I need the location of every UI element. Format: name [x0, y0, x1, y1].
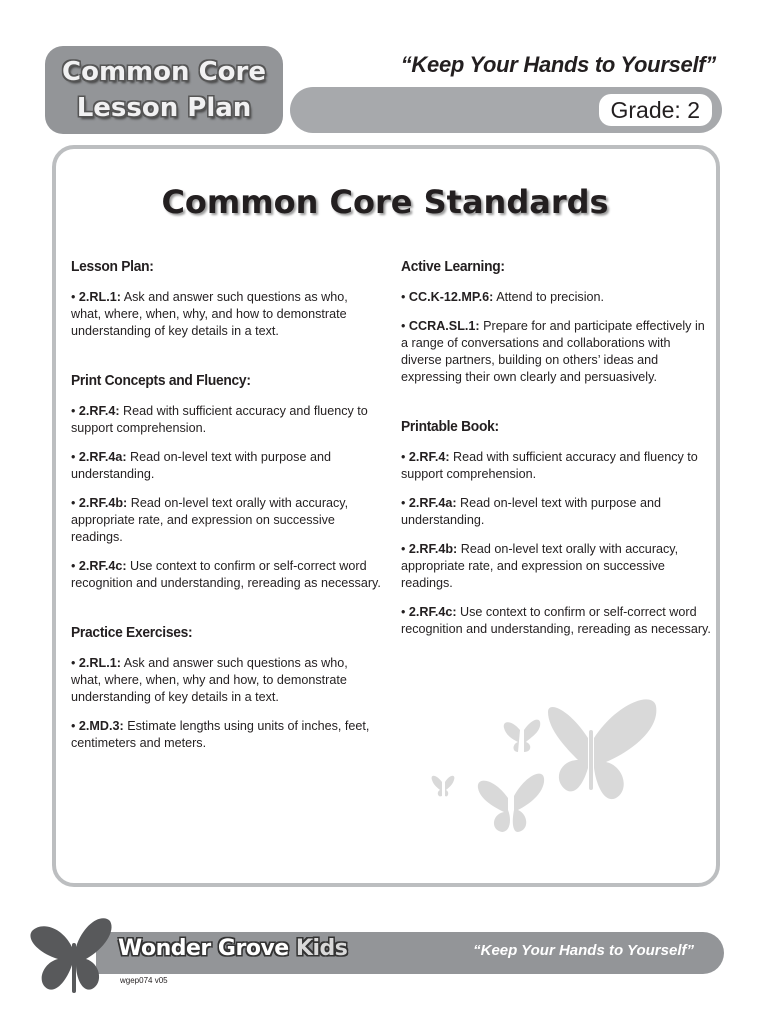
- standard-item: • 2.MD.3: Estimate lengths using units of inches, feet, centimeters and meters.: [71, 719, 370, 750]
- standard-description: Use context to confirm or self-correct word recognition and understanding, rereading as necessary.: [401, 605, 711, 636]
- standard-item: • CCRA.SL.1: Prepare for and participate effectively in a range of conversations and collaborations with diverse partners, building on others’ ideas and expressing their own clearly and persuasively.: [401, 319, 705, 384]
- standard-code: 2.RF.4b:: [408, 542, 458, 556]
- standard-description: Prepare for and participate effectively in a range of conversations and collaborations with diverse partners, building on others’ ideas and expressing their own clearly and persuasively.: [401, 319, 705, 384]
- standard-code: CCRA.SL.1:: [408, 319, 480, 333]
- standards-section: [401, 258, 711, 386]
- standard-item: • 2.RF.4a: Read on-level text with purpose and understanding.: [401, 496, 661, 527]
- standard-description: Read on-level text orally with accuracy, appropriate rate, and expression on successive readings.: [71, 496, 349, 544]
- document-code: wgep074 v05: [120, 976, 168, 985]
- lesson-plan-badge: [45, 46, 283, 134]
- standard-description: Use context to confirm or self-correct word recognition and understanding, rereading as necessary.: [71, 559, 381, 590]
- standard-code: CC.K-12.MP.6:: [408, 290, 494, 304]
- standard-item: • 2.RF.4b: Read on-level text orally with accuracy, appropriate rate, and expression on successive readings.: [401, 542, 679, 590]
- standard-code: 2.RL.1:: [78, 290, 121, 304]
- section-title: Active Learning:: [401, 258, 505, 275]
- standard-description: Attend to precision.: [496, 290, 604, 304]
- standard-item: • CC.K-12.MP.6: Attend to precision.: [401, 290, 604, 304]
- standard-item: • 2.RL.1: Ask and answer such questions as who, what, where, when, why, and how to demonstrate understanding of key details in a text.: [71, 290, 348, 338]
- grade-label: Grade: 2: [599, 94, 713, 126]
- badge-line-1: Common Core: [62, 57, 266, 87]
- standard-item: • 2.RF.4c: Use context to confirm or self-correct word recognition and understanding, rereading as necessary.: [401, 605, 711, 636]
- standard-code: 2.RF.4:: [78, 404, 120, 418]
- standard-code: 2.RF.4a:: [408, 496, 457, 510]
- standard-description: Ask and answer such questions as who, what, where, when, why and how, to demonstrate understanding of key details in a text.: [71, 656, 348, 704]
- standards-section: [401, 418, 711, 638]
- butterfly-icon: [420, 690, 680, 850]
- standard-description: Read on-level text with purpose and understanding.: [401, 496, 661, 527]
- standard-code: 2.RF.4c:: [408, 605, 457, 619]
- standard-description: Read on-level text with purpose and understanding.: [71, 450, 331, 481]
- standard-code: 2.RL.1:: [78, 656, 121, 670]
- standards-section: [71, 372, 381, 592]
- standard-description: Read on-level text orally with accuracy, appropriate rate, and expression on successive readings.: [401, 542, 679, 590]
- standard-code: 2.RF.4c:: [78, 559, 127, 573]
- grade-bar: [290, 87, 722, 133]
- standard-item: • 2.RF.4a: Read on-level text with purpose and understanding.: [71, 450, 331, 481]
- standard-description: Read with sufficient accuracy and fluency to support comprehension.: [71, 404, 368, 435]
- standard-code: 2.MD.3:: [78, 719, 124, 733]
- standards-section: [71, 624, 381, 752]
- brand-logo-text: [118, 936, 347, 961]
- section-title: Print Concepts and Fluency:: [71, 372, 251, 389]
- footer-story-title: “Keep Your Hands to Yourself”: [473, 942, 694, 959]
- left-column: [71, 258, 381, 784]
- butterfly-logo-icon: [28, 913, 118, 1003]
- standard-item: • 2.RF.4b: Read on-level text orally with accuracy, appropriate rate, and expression on successive readings.: [71, 496, 349, 544]
- standard-description: Ask and answer such questions as who, what, where, when, why, and how to demonstrate understanding of key details in a text.: [71, 290, 348, 338]
- story-title: “Keep Your Hands to Yourself”: [400, 52, 716, 77]
- standard-code: 2.RF.4b:: [78, 496, 128, 510]
- standard-code: 2.RF.4:: [408, 450, 450, 464]
- right-column: [401, 258, 711, 670]
- page-title: Common Core Standards: [161, 183, 609, 221]
- standard-item: • 2.RF.4: Read with sufficient accuracy and fluency to support comprehension.: [71, 404, 368, 435]
- standard-item: • 2.RL.1: Ask and answer such questions as who, what, where, when, why and how, to demonstrate understanding of key details in a text.: [71, 656, 348, 704]
- section-title: Practice Exercises:: [71, 624, 193, 641]
- standard-code: 2.RF.4a:: [78, 450, 127, 464]
- badge-line-2: Lesson Plan: [76, 93, 252, 123]
- section-title: Printable Book:: [401, 418, 499, 435]
- standard-description: Estimate lengths using units of inches, feet, centimeters and meters.: [71, 719, 370, 750]
- standards-section: [71, 258, 381, 340]
- standard-item: • 2.RF.4: Read with sufficient accuracy and fluency to support comprehension.: [401, 450, 698, 481]
- badge-title: [45, 54, 283, 126]
- section-title: Lesson Plan:: [71, 258, 154, 275]
- brand-kids: Kids: [295, 936, 348, 961]
- brand-main: Wonder Grove: [118, 936, 289, 961]
- standard-item: • 2.RF.4c: Use context to confirm or self-correct word recognition and understanding, rereading as necessary.: [71, 559, 381, 590]
- standard-description: Read with sufficient accuracy and fluency to support comprehension.: [401, 450, 698, 481]
